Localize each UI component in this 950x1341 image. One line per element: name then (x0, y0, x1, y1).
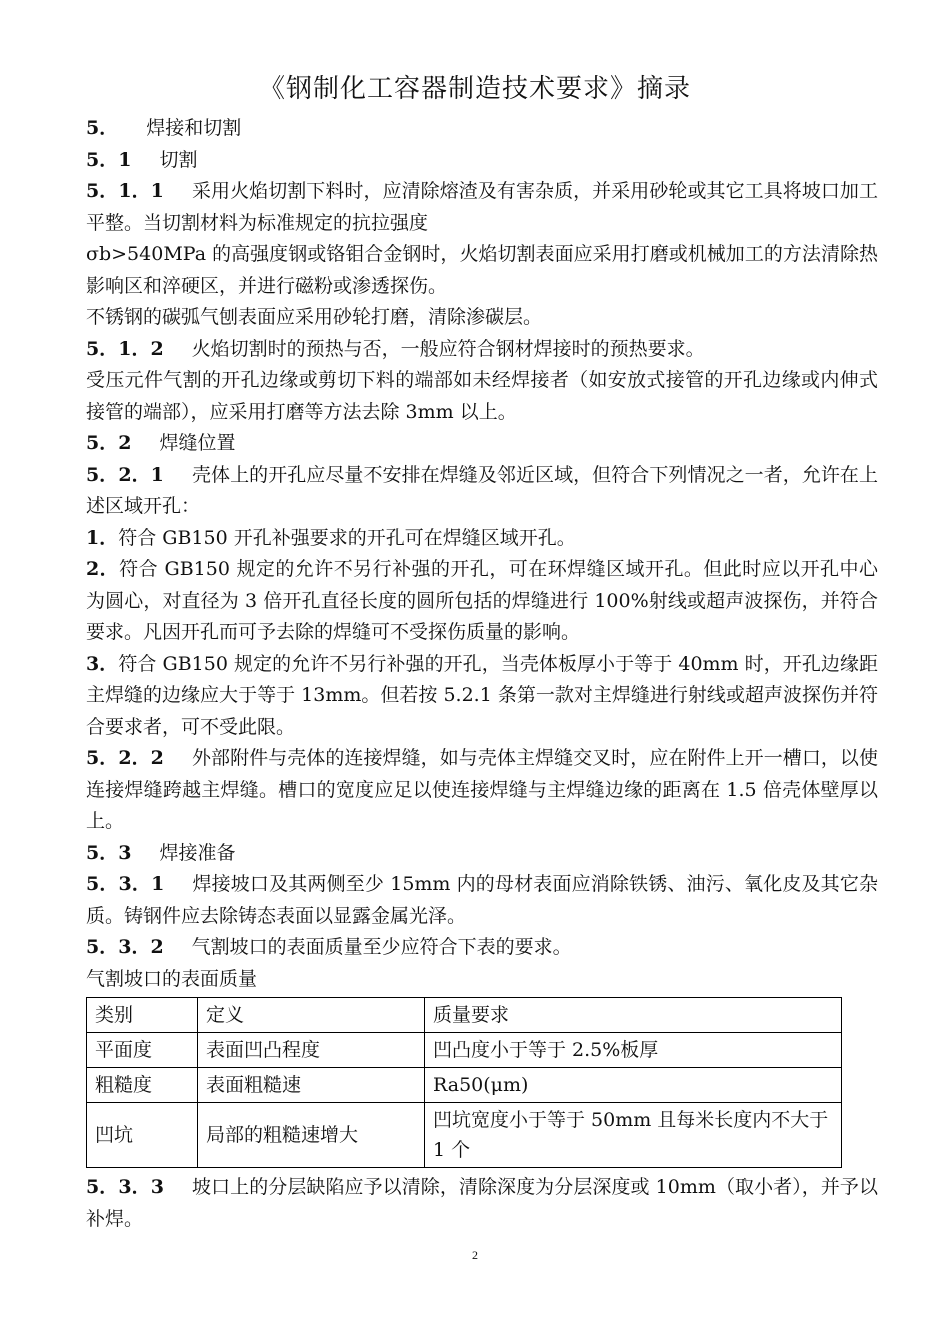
table-cell: 粗糙度 (87, 1068, 198, 1103)
paragraph-text: 火焰切割时的预热与否，一般应符合钢材焊接时的预热要求。 (191, 337, 705, 360)
table-cell: 凹坑宽度小于等于 50mm 且每米长度内不大于 1 个 (425, 1103, 842, 1168)
section-heading (86, 113, 878, 145)
table-header-cell: 类别 (87, 998, 198, 1033)
section-number: 5．1．1 (86, 180, 164, 202)
section-number: 5．1．2 (86, 337, 164, 360)
paragraph (86, 932, 878, 964)
list-text: 符合 GB150 规定的允许不另行补强的开孔，可在环焊缝区域开孔。但此时应以开孔中心为圆心，对直径为 3 倍开孔直径长度的圆所包括的焊缝进行 100%射线或超声波探伤，并符合要求。凡因开孔而可予去除的焊缝可不受探伤质量的影响。 (86, 558, 878, 643)
list-number: 2． (86, 558, 120, 580)
paragraph (86, 365, 878, 428)
section-text: 焊接和切割 (146, 117, 242, 139)
section-heading (86, 428, 878, 460)
list-text: 符合 GB150 开孔补强要求的开孔可在焊缝区域开孔。 (118, 526, 576, 549)
section-number: 5．3．3 (86, 1176, 164, 1198)
section-number: 5．3 (86, 841, 132, 864)
table-row (87, 1103, 842, 1168)
table-row (87, 1033, 842, 1068)
section-heading (86, 145, 878, 177)
paragraph (86, 239, 878, 302)
paragraph (86, 1172, 878, 1235)
section-text: 焊接准备 (159, 841, 236, 864)
list-item (86, 523, 878, 555)
section-text: 焊缝位置 (159, 432, 236, 454)
paragraph-text: 采用火焰切割下料时，应清除熔渣及有害杂质，并采用砂轮或其它工具将坡口加工平整。当切割材料为标准规定的抗拉强度 (86, 180, 878, 234)
list-item (86, 554, 878, 649)
paragraph (86, 460, 878, 523)
section-number: 5．1 (86, 148, 132, 171)
paragraph (86, 302, 878, 334)
paragraph (86, 176, 878, 239)
section-number: 5．2．1 (86, 463, 164, 486)
table-cell: 凹坑 (87, 1103, 198, 1168)
section-number: 5．3．1 (86, 873, 165, 895)
list-number: 1． (86, 526, 119, 549)
section-heading (86, 838, 878, 870)
list-number: 3． (86, 652, 119, 675)
section-number: 5．3．2 (86, 936, 164, 958)
table-row (87, 1068, 842, 1103)
list-text: 符合 GB150 规定的允许不另行补强的开孔，当壳体板厚小于等于 40mm 时，开孔边缘距主焊缝的边缘应大于等于 13mm。但若按 5.2.1 条第一款对主焊缝进行射线或超声波探伤并符合要求者，可不受此限。 (86, 652, 878, 738)
section-number: 5．2．2 (86, 747, 164, 769)
table-cell: Ra50(μm) (425, 1068, 842, 1103)
paragraph-text: 焊接坡口及其两侧至少 15mm 内的母材表面应消除铁锈、油污、氧化皮及其它杂质。铸钢件应去除铸态表面以显露金属光泽。 (86, 873, 878, 927)
paragraph (86, 334, 878, 366)
table-cell: 表面凹凸程度 (198, 1033, 425, 1068)
document-title: 《钢制化工容器制造技术要求》摘录 (258, 74, 691, 104)
section-number: 5．2 (86, 432, 132, 454)
page-number: 2 (472, 1248, 478, 1262)
paragraph-text: σb>540MPa 的高强度钢或铬钼合金钢时，火焰切割表面应采用打磨或机械加工的方法清除热影响区和淬硬区，并进行磁粉或渗透探伤。 (86, 243, 878, 297)
table-cell: 表面粗糙速 (198, 1068, 425, 1103)
table-cell: 凹凸度小于等于 2.5%板厚 (425, 1033, 842, 1068)
paragraph (86, 869, 878, 932)
paragraph-text: 壳体上的开孔应尽量不安排在焊缝及邻近区域，但符合下列情况之一者，允许在上述区域开孔： (86, 463, 878, 517)
section-number: 5． (86, 117, 119, 139)
table-caption-text: 气割坡口的表面质量 (86, 967, 258, 990)
paragraph-text: 外部附件与壳体的连接焊缝，如与壳体主焊缝交叉时，应在附件上开一槽口，以使连接焊缝跨越主焊缝。槽口的宽度应足以使连接焊缝与主焊缝边缘的距离在 1.5 倍壳体壁厚以上。 (86, 747, 878, 832)
paragraph-text: 不锈钢的碳弧气刨表面应采用砂轮打磨，清除渗碳层。 (86, 306, 543, 328)
document-body (86, 113, 878, 1235)
table-cell: 平面度 (87, 1033, 198, 1068)
section-text: 切割 (159, 148, 198, 171)
surface-quality-table (86, 997, 842, 1168)
table-header-row (87, 998, 842, 1033)
list-item (86, 649, 878, 744)
paragraph-text: 坡口上的分层缺陷应予以清除，清除深度为分层深度或 10mm（取小者），并予以补焊。 (86, 1176, 878, 1230)
table-cell: 局部的粗糙速增大 (198, 1103, 425, 1168)
table-header-cell: 质量要求 (425, 998, 842, 1033)
paragraph (86, 743, 878, 838)
paragraph-text: 气割坡口的表面质量至少应符合下表的要求。 (191, 936, 572, 958)
table-caption (86, 964, 878, 996)
table-header-cell: 定义 (198, 998, 425, 1033)
paragraph-text: 受压元件气割的开孔边缘或剪切下料的端部如未经焊接者（如安放式接管的开孔边缘或内伸式接管的端部），应采用打磨等方法去除 3mm 以上。 (86, 369, 878, 423)
